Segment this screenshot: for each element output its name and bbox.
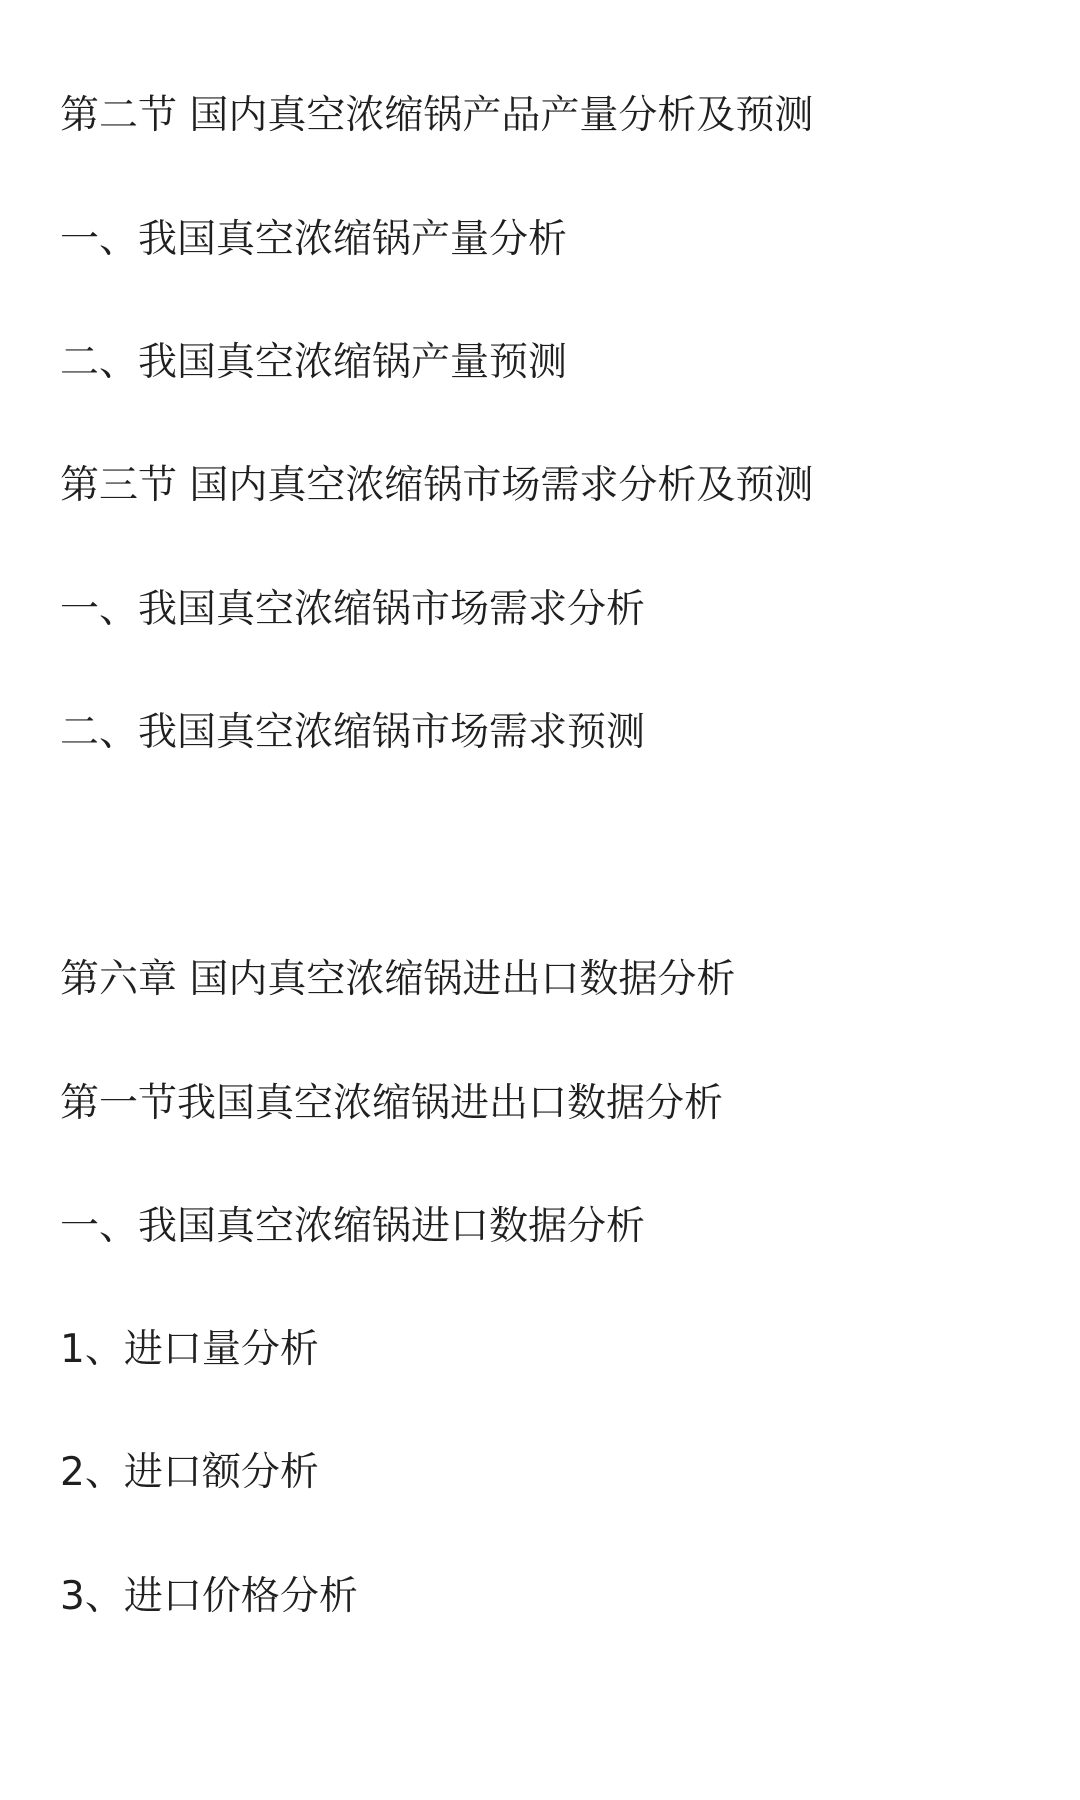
- numbered-item: 1、进口量分析: [60, 1327, 319, 1372]
- subsection-item: 一、我国真空浓缩锅市场需求分析: [60, 587, 646, 632]
- subsection-item: 二、我国真空浓缩锅产量预测: [60, 340, 568, 385]
- section-heading: 第三节 国内真空浓缩锅市场需求分析及预测: [60, 463, 814, 508]
- section-heading: 第二节 国内真空浓缩锅产品产量分析及预测: [60, 93, 814, 138]
- numbered-item: 2、进口额分析: [60, 1450, 319, 1495]
- document-body: [60, 0, 1040, 1800]
- numbered-item: 3、进口价格分析: [60, 1574, 358, 1619]
- subsection-item: 一、我国真空浓缩锅产量分析: [60, 217, 568, 262]
- subsection-item: 二、我国真空浓缩锅市场需求预测: [60, 710, 646, 755]
- section-heading: 第一节我国真空浓缩锅进出口数据分析: [60, 1081, 724, 1126]
- chapter-heading: 第六章 国内真空浓缩锅进出口数据分析: [60, 957, 736, 1002]
- subsection-item: 一、我国真空浓缩锅进口数据分析: [60, 1204, 646, 1249]
